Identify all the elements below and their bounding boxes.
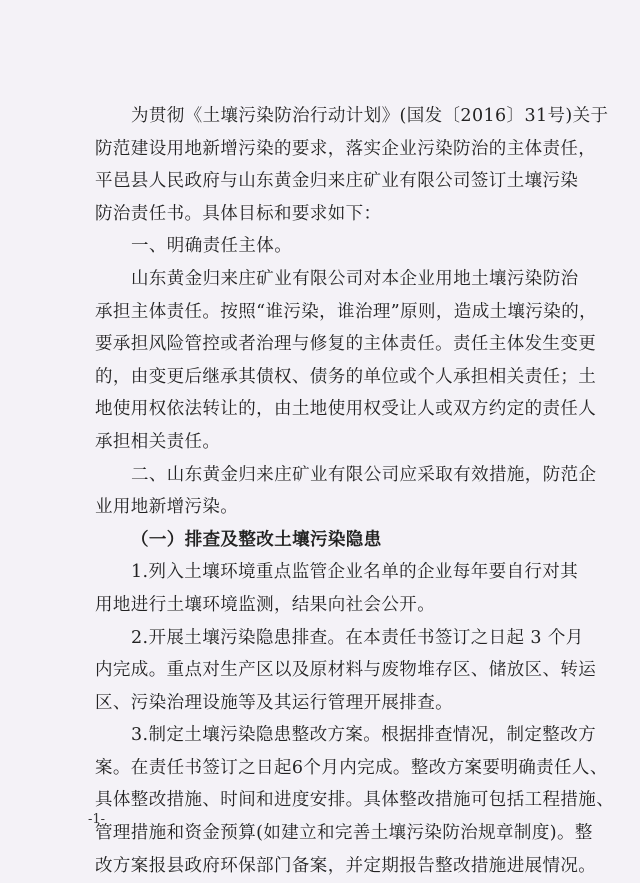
- paragraph-line: 业用地新增污染。: [95, 497, 239, 518]
- paragraph-line: 1.列入土壤环境重点监管企业名单的企业每年要自行对其: [131, 562, 579, 583]
- paragraph-line: 案。在责任书签订之日起6个月内完成。整改方案要明确责任人、: [95, 757, 608, 778]
- paragraph-line: 区、污染治理设施等及其运行管理开展排查。: [95, 692, 453, 713]
- paragraph-line: 具体整改措施、时间和进度安排。具体整改措施可包括工程措施、: [95, 790, 615, 811]
- subsection-heading: （一）排查及整改土壤污染隐患: [131, 529, 382, 550]
- paragraph-line: 为贯彻《土壤污染防治行动计划》(国发〔2016〕31号)关于: [131, 106, 609, 126]
- paragraph-line: 防范建设用地新增污染的要求，落实企业污染防治的主体责任，: [95, 138, 597, 159]
- paragraph-line: 用地进行土壤环境监测，结果向社会公开。: [95, 594, 436, 615]
- paragraph-line: 平邑县人民政府与山东黄金归来庄矿业有限公司签订土壤污染: [95, 171, 579, 192]
- section-heading: 一、明确责任主体。: [131, 236, 293, 257]
- paragraph-line: 3.制定土壤污染隐患整改方案。根据排查情况，制定整改方: [131, 725, 596, 746]
- section-heading: 二、山东黄金归来庄矿业有限公司应采取有效措施，防范企: [131, 464, 597, 485]
- paragraph-line: 的，由变更后继承其债权、债务的单位或个人承担相关责任；土: [95, 366, 597, 387]
- page-number: -1-: [88, 812, 106, 827]
- paragraph-line: 2.开展土壤污染隐患排查。在本责任书签订之日起 3 个月: [131, 627, 584, 648]
- paragraph-line: 要承担风险管控或者治理与修复的主体责任。责任主体发生变更: [95, 334, 597, 355]
- paragraph-line: 改方案报县政府环保部门备案，并定期报告整改措施进展情况。: [95, 855, 597, 876]
- paragraph-line: 防治责任书。具体目标和要求如下：: [95, 203, 382, 224]
- paragraph-line: 承担主体责任。按照“谁污染，谁治理”原则，造成土壤污染的，: [95, 301, 597, 322]
- paragraph-line: 承担相关责任。: [95, 431, 221, 452]
- paragraph-line: 地使用权依法转让的，由土地使用权受让人或双方约定的责任人: [95, 399, 597, 420]
- paragraph-line: 管理措施和资金预算(如建立和完善土壤污染防治规章制度)。整: [95, 823, 593, 844]
- paragraph-line: 内完成。重点对生产区以及原材料与废物堆存区、储放区、转运: [95, 660, 597, 681]
- paragraph-line: 山东黄金归来庄矿业有限公司对本企业用地土壤污染防治: [131, 268, 579, 289]
- document-body: [95, 100, 615, 882]
